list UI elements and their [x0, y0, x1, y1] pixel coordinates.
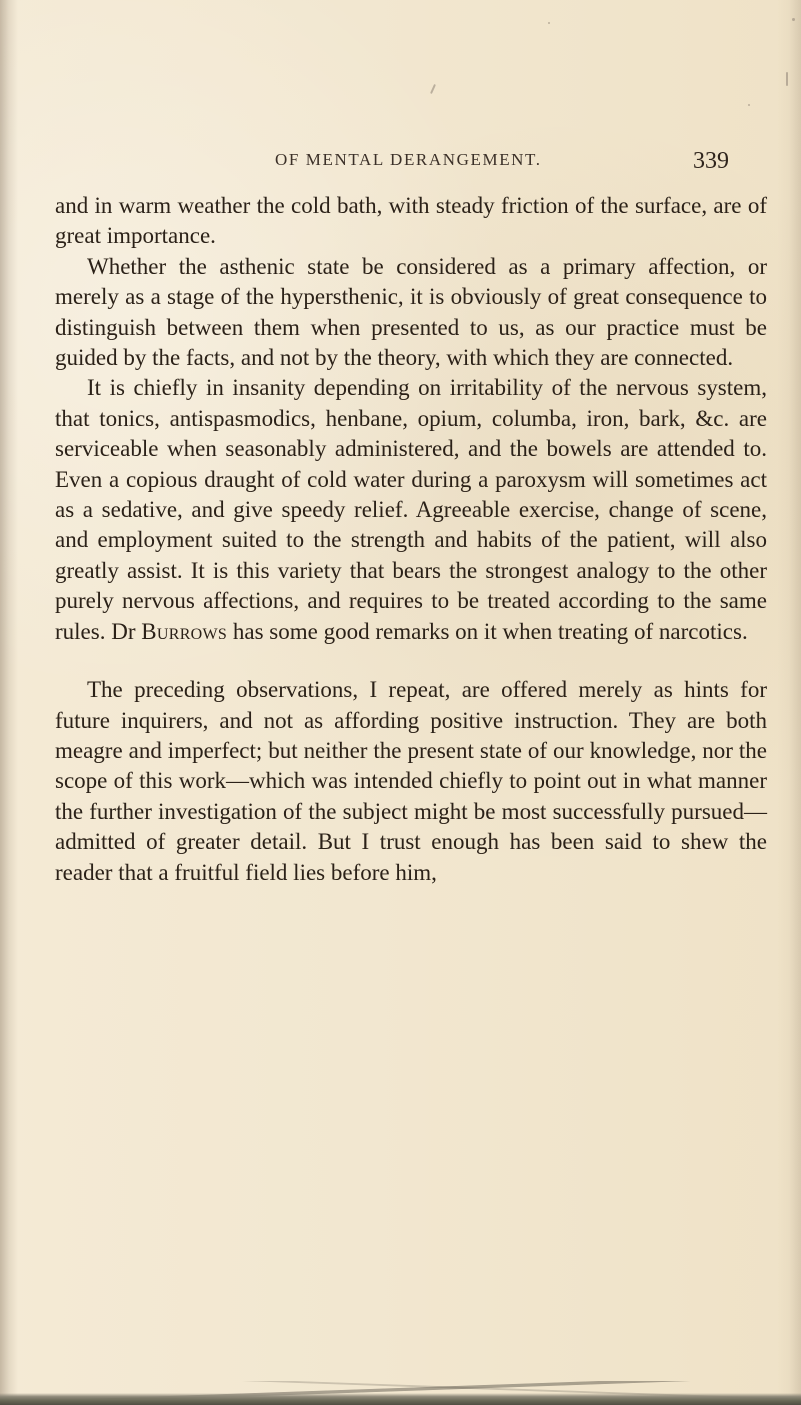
author-name: Burrows: [141, 618, 228, 644]
paragraph: Whether the asthenic state be considered as a primary affection, or merely as a stage of the hypersthenic, it is obviously of great consequence to distinguish between them when presented to us, as our practice must be guided by the facts, and not by the theory, with which they are connected.: [55, 253, 767, 371]
page-number: 339: [693, 148, 729, 174]
paragraph-continuation: and in warm weather the cold bath, with steady friction of the surface, are of great importance.: [55, 193, 767, 249]
paper-speck: [430, 84, 436, 94]
paragraph-gap: [55, 647, 767, 675]
binding-shadow: [0, 0, 18, 1405]
paper-speck: [786, 72, 788, 86]
paper-speck: [748, 104, 750, 106]
paper-speck: [792, 18, 795, 21]
paragraph: [55, 373, 767, 647]
paper-speck: [548, 22, 550, 24]
page-bottom-edge: [0, 1393, 801, 1405]
page-edge-shadow: [777, 0, 801, 1405]
paragraph: The preceding observations, I repeat, are offered merely as hints for future inquirers, and not as affording positive instruction. They are both meagre and imperfect; but neither the present state of our knowledge, nor the scope of this work—which was intended chiefly to point out in what manner the further investigation of the subject might be most successfully pursued—admitted of greater detail. But I trust enough has been said to shew the reader that a fruitful field lies before him,: [55, 677, 767, 885]
page-header: [0, 150, 801, 180]
running-head: OF MENTAL DERANGEMENT.: [275, 150, 542, 169]
body-text: [55, 191, 767, 888]
paragraph-text: has some good remarks on it when treating of narcotics.: [227, 618, 748, 644]
paragraph-text: It is chiefly in insanity depending on irritability of the nervous system, that tonics, antispasmodics, henbane, opium, columba, iron, bark, &c. are serviceable when seasonably administered, and the bowels are attended to. Even a copious draught of cold water during a paroxysm will sometimes act as a sedative, and give speedy relief. Agreeable exercise, change of scene, and employment suited to the strength and habits of the patient, will also greatly assist. It is this variety that bears the strongest analogy to the other purely nervous affections, and requires to be treated according to the same rules. Dr: [55, 375, 767, 644]
